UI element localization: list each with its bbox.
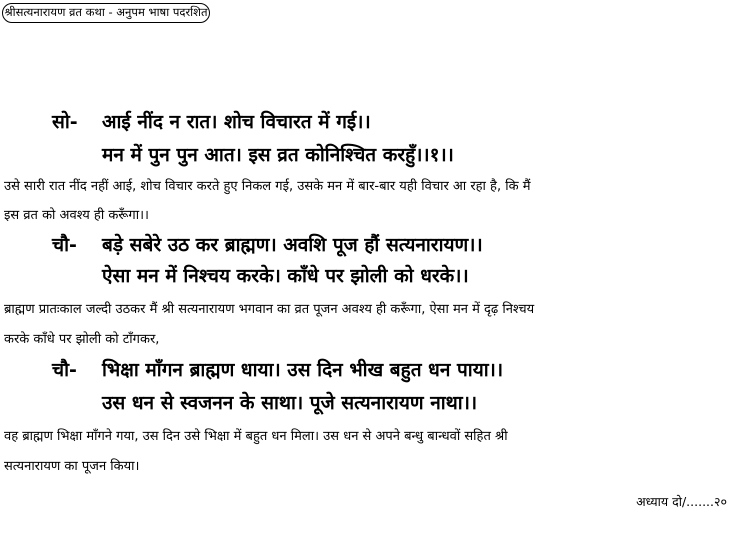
- verse-text: आई नींद न रात। शोच विचारत में गई।।: [102, 111, 371, 133]
- verse-text: भिक्षा माँगन ब्राह्मण धाया। उस दिन भीख बहुत धन पाया।।: [102, 359, 504, 381]
- verse-text: ऐसा मन में निश्चय करके। काँधे पर झोली को धरके।।: [102, 265, 469, 287]
- page-number: अध्याय दो/.......२०: [636, 494, 727, 509]
- prose-line: वह ब्राह्मण भिक्षा माँगने गया, उस दिन उसे भिक्षा में बहुत धन मिला। उस धन से अपने बन्धु बान्धवों सहित श्री: [4, 429, 508, 444]
- prose-line: ब्राह्मण प्रातःकाल जल्दी उठकर मैं श्री सत्यनारायण भगवान का व्रत पूजन अवश्य ही करूँगा, ऐसा मन में दृढ़ निश्चय: [4, 302, 535, 317]
- header-title: श्रीसत्यनारायण व्रत कथा - अनुपम भाषा पदरशित: [2, 3, 210, 23]
- prose-line: करके काँधे पर झोली को टाँगकर,: [4, 332, 160, 347]
- verse-line: [52, 233, 652, 257]
- prose-line: इस व्रत को अवश्य ही करूँगा।।: [4, 208, 149, 223]
- verse-label: चौ-: [52, 359, 77, 381]
- verse-label: चौ-: [52, 234, 77, 256]
- verse-text: मन में पुन पुन आत। इस व्रत कोनिश्चित करहुँ।।१।।: [102, 144, 454, 166]
- verse-line: [52, 143, 652, 167]
- verse-text: उस धन से स्वजनन के साथा। पूजे सत्यनारायण नाथा।।: [102, 392, 478, 414]
- verse-label: सो-: [52, 111, 78, 133]
- verse-line: [52, 358, 652, 382]
- verse-line: [52, 391, 652, 415]
- prose-line: उसे सारी रात नींद नहीं आई, शोच विचार करते हुए निकल गई, उसके मन में बार-बार यही विचार आ रहा है, कि मैं: [4, 179, 531, 194]
- verse-line: [52, 110, 652, 134]
- verse-line: [52, 264, 652, 288]
- verse-text: बड़े सबेरे उठ कर ब्राह्मण। अवशि पूज हौं सत्यनारायण।।: [102, 234, 483, 256]
- prose-line: सत्यनारायण का पूजन किया।: [4, 459, 140, 474]
